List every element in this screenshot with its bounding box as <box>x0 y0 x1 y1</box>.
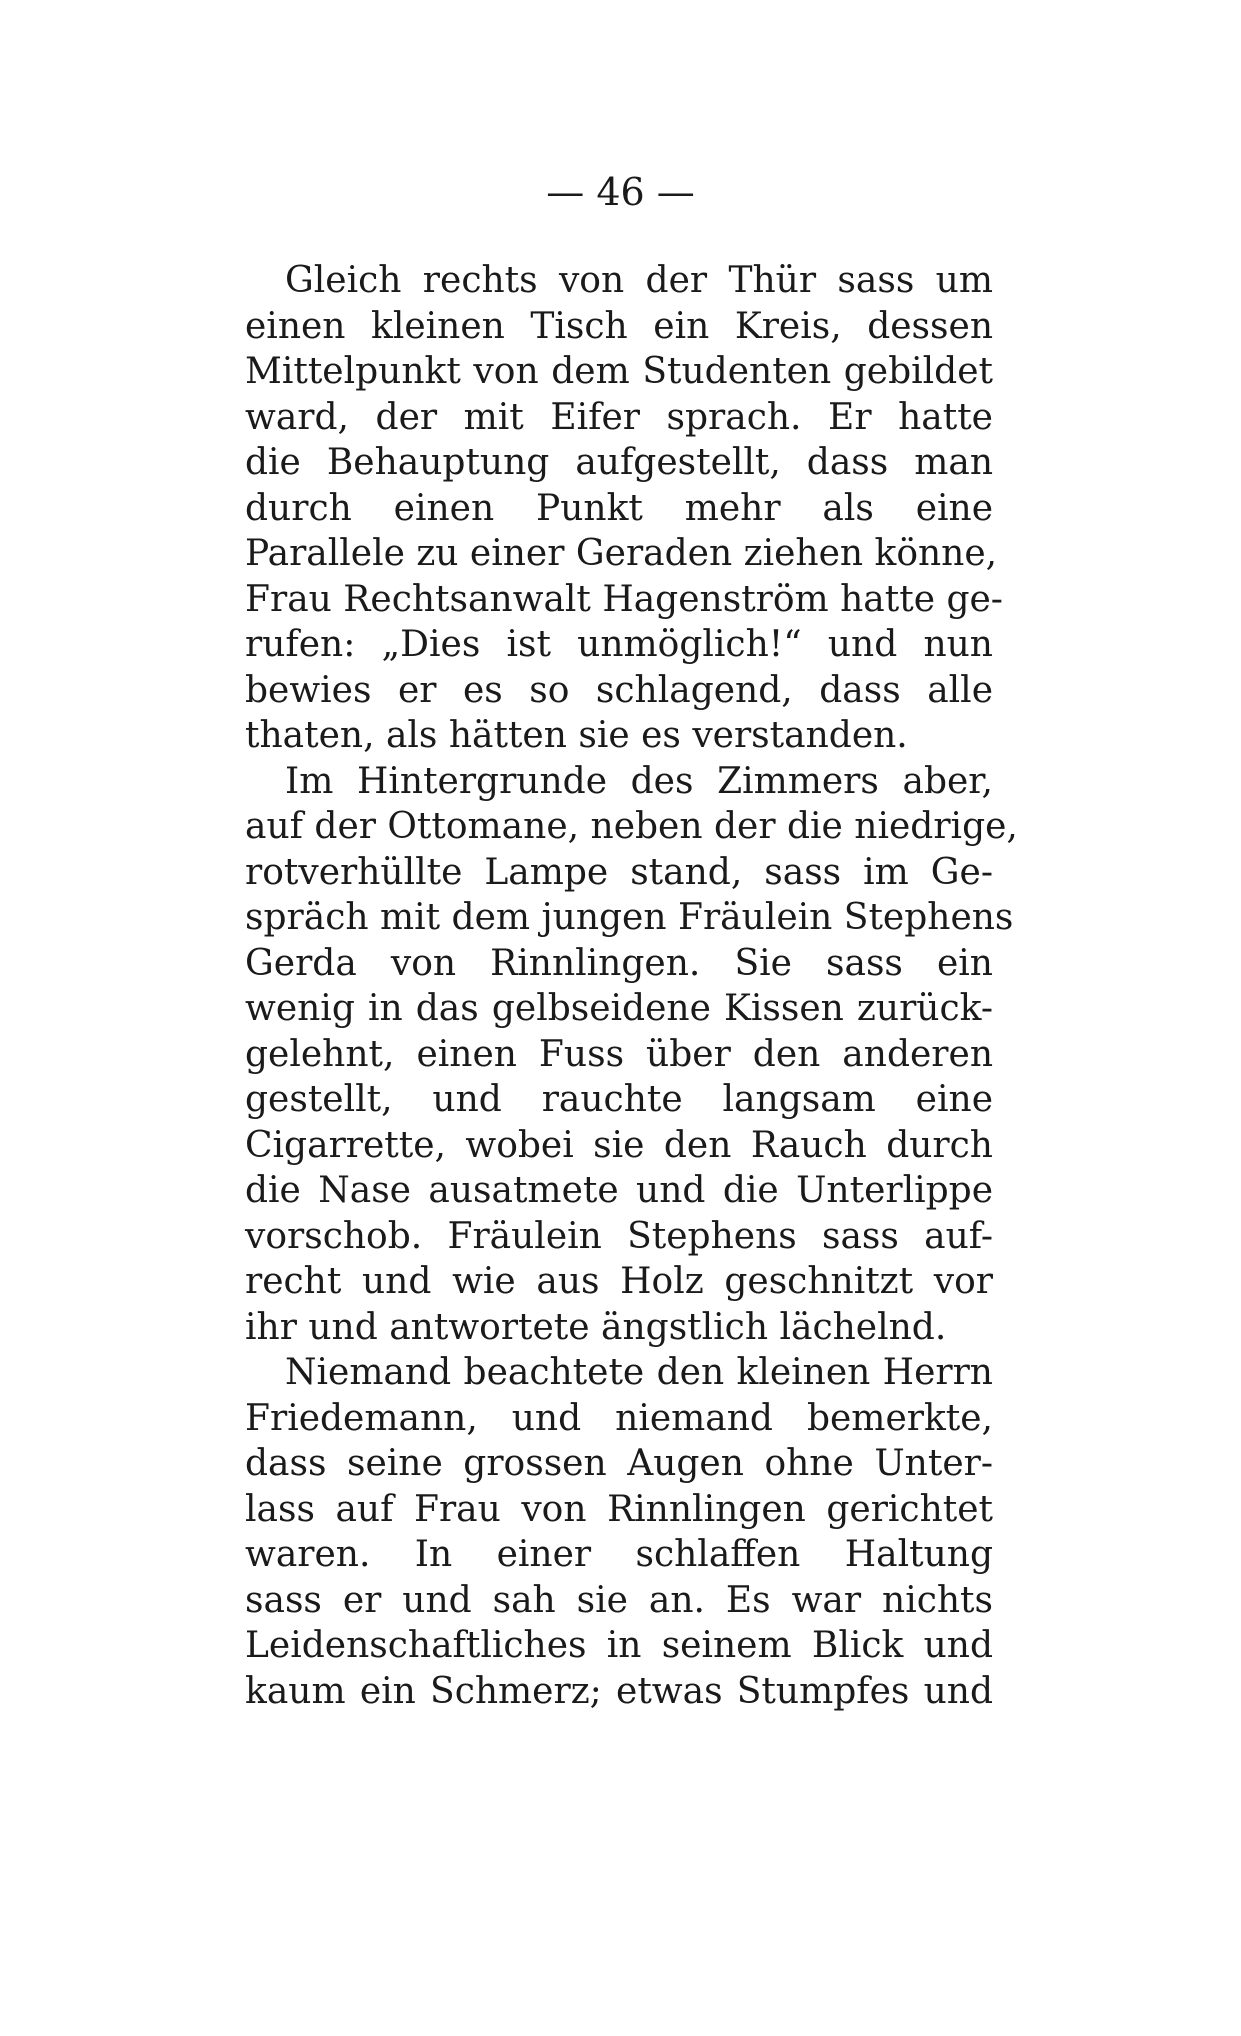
text-line: spräch mit dem jungen Fräulein Stephens <box>245 897 1014 938</box>
text-line: rufen: „Dies ist unmöglich!“ und nun <box>245 624 993 665</box>
text-line: waren. In einer schlaffen Haltung <box>245 1534 993 1575</box>
text-line: dass seine grossen Augen ohne Unter- <box>245 1443 993 1484</box>
text-line: recht und wie aus Holz geschnitzt vor <box>245 1261 993 1302</box>
text-line: Cigarrette, wobei sie den Rauch durch <box>245 1124 993 1166</box>
text-line: Leidenschaftliches in seinem Blick und <box>245 1625 993 1666</box>
text-line: auf der Ottomane, neben der die niedrige, <box>245 806 1018 847</box>
text-line: wenig in das gelbseidene Kissen zurück- <box>245 988 993 1029</box>
text-line: durch einen Punkt mehr als eine <box>245 487 993 529</box>
page-number: — 46 — <box>546 170 695 214</box>
body-text <box>245 258 1018 1714</box>
text-line: Frau Rechtsanwalt Hagenström hatte ge- <box>245 578 1003 620</box>
text-line: Niemand beachtete den kleinen Herrn <box>285 1352 993 1393</box>
text-line: Parallele zu einer Geraden ziehen könne, <box>245 533 998 574</box>
text-line: die Nase ausatmete und die Unterlippe <box>245 1170 993 1211</box>
text-line: gestellt, und rauchte langsam eine <box>245 1079 993 1120</box>
paragraph <box>245 1350 993 1714</box>
paragraph <box>245 258 1003 759</box>
text-line: bewies er es so schlagend, dass alle <box>245 669 993 711</box>
text-line: ward, der mit Eifer sprach. Er hatte <box>245 396 993 438</box>
text-line: einen kleinen Tisch ein Kreis, dessen <box>245 305 993 347</box>
text-line: ihr und antwortete ängstlich lächelnd. <box>245 1306 947 1348</box>
paragraph <box>245 759 1018 1351</box>
text-line: die Behauptung aufgestellt, dass man <box>245 442 993 483</box>
text-line: gelehnt, einen Fuss über den anderen <box>245 1033 993 1075</box>
text-line: kaum ein Schmerz; etwas Stumpfes und <box>245 1670 993 1712</box>
text-line: Friedemann, und niemand bemerkte, <box>245 1397 993 1439</box>
text-line: Gerda von Rinnlingen. Sie sass ein <box>245 942 993 984</box>
text-line: Gleich rechts von der Thür sass um <box>285 260 993 301</box>
text-line: sass er und sah sie an. Es war nichts <box>245 1579 993 1621</box>
text-line: Im Hintergrunde des Zimmers aber, <box>285 760 993 802</box>
text-line: lass auf Frau von Rinnlingen gerichtet <box>245 1488 993 1530</box>
text-line: rotverhüllte Lampe stand, sass im Ge- <box>245 851 993 893</box>
text-line: vorschob. Fräulein Stephens sass auf- <box>245 1215 993 1257</box>
text-line: Mittelpunkt von dem Studenten gebildet <box>245 351 993 392</box>
text-line: thaten, als hätten sie es verstanden. <box>245 715 908 756</box>
